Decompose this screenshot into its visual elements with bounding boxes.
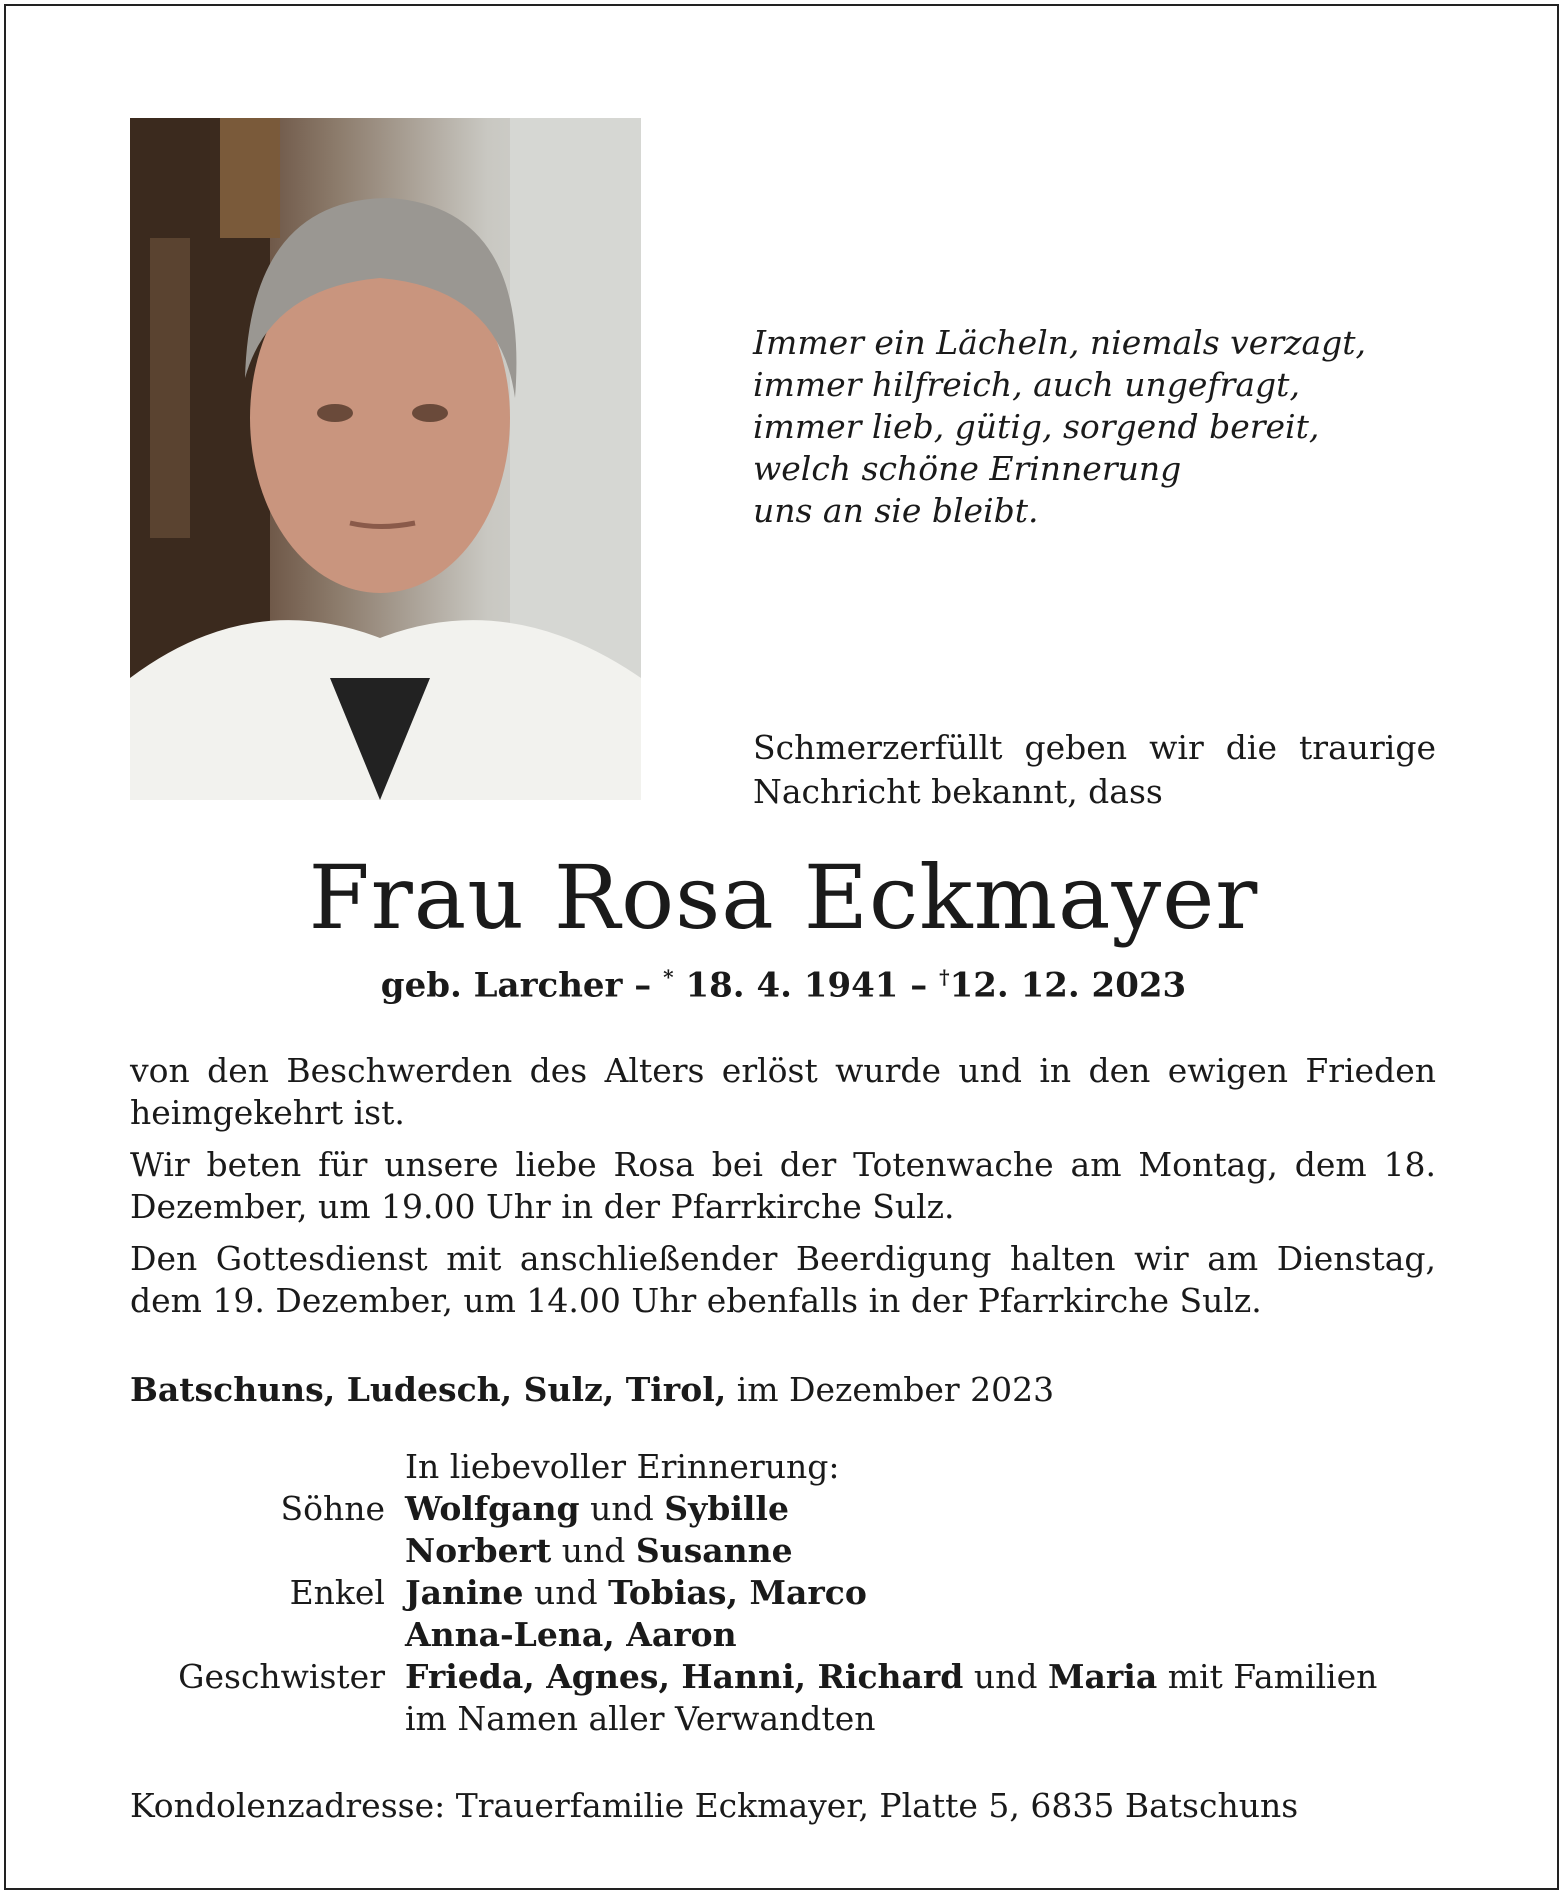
memorial-poem (753, 322, 1393, 532)
family-suffix: mit Familien (1157, 1657, 1378, 1696)
family-member: Frieda, Agnes, Hanni, Richard (405, 1657, 964, 1696)
portrait-photo (130, 118, 641, 800)
poem-line: immer lieb, gütig, sorgend bereit, (753, 407, 1320, 446)
life-dates (0, 965, 1567, 1005)
family-row-verwandte (130, 1698, 1440, 1740)
conjunction: und (523, 1573, 609, 1612)
family-member: Susanne (635, 1531, 793, 1570)
poem-line: welch schöne Erinnerung (753, 449, 1182, 488)
family-member: Maria (1048, 1657, 1158, 1696)
family-heading-row (130, 1446, 1440, 1488)
relatives-line: im Namen aller Verwandten (405, 1699, 876, 1738)
place-date-line (130, 1370, 1054, 1409)
conjunction: und (579, 1489, 665, 1528)
family-row-enkel (130, 1572, 1440, 1614)
family-member: Sybille (664, 1489, 789, 1528)
family-member: Norbert (405, 1531, 552, 1570)
conjunction: und (963, 1657, 1048, 1696)
condolence-address: Kondolenzadresse: Trauerfamilie Eckmayer, Platte 5, 6835 Batschuns (130, 1786, 1299, 1825)
paragraph-funeral: Den Gottesdienst mit anschließender Beerdigung halten wir am Dienstag, dem 19. Dezember, um 14.00 Uhr ebenfalls in der Pfarrkirche Sulz. (130, 1239, 1436, 1320)
poem-line: immer hilfreich, auch ungefragt, (753, 365, 1300, 404)
label-geschwister: Geschwister (178, 1657, 385, 1696)
places: Batschuns, Ludesch, Sulz, Tirol, (130, 1370, 727, 1409)
family-row-geschwister (130, 1656, 1440, 1698)
conjunction: und (551, 1531, 636, 1570)
paragraph-wake: Wir beten für unsere liebe Rosa bei der Totenwache am Montag, dem 18. Dezember, um 19.00 Uhr in der Pfarrkirche Sulz. (130, 1145, 1436, 1226)
poem-line: uns an sie bleibt. (753, 491, 1039, 530)
paragraph-release: von den Beschwerden des Alters erlöst wurde und in den ewigen Frieden heimgekehrt ist. (130, 1051, 1436, 1132)
family-list (130, 1446, 1440, 1740)
family-member: Wolfgang (405, 1489, 580, 1528)
family-row-enkel-2 (130, 1614, 1440, 1656)
label-soehne: Söhne (280, 1489, 385, 1528)
birth-name: geb. Larcher (380, 965, 623, 1006)
separator: – (898, 965, 940, 1006)
birth-symbol: * (663, 965, 674, 989)
family-row-soehne-2 (130, 1530, 1440, 1572)
family-member: Janine (405, 1573, 524, 1612)
death-symbol: † (939, 965, 950, 989)
death-date: 12. 12. 2023 (949, 965, 1187, 1006)
label-enkel: Enkel (289, 1573, 385, 1612)
family-heading: In liebevoller Erinnerung: (405, 1447, 840, 1486)
separator: – (622, 965, 664, 1006)
family-member: Tobias, Marco (608, 1573, 867, 1612)
family-member: Anna-Lena, Aaron (405, 1615, 737, 1654)
family-row-soehne (130, 1488, 1440, 1530)
announcement-intro: Schmerzerfüllt geben wir die traurige Nachricht bekannt, dass (753, 728, 1436, 811)
poem-line: Immer ein Lächeln, niemals verzagt, (753, 323, 1367, 362)
deceased-name: Frau Rosa Eckmayer (308, 846, 1259, 949)
birth-date: 18. 4. 1941 (673, 965, 899, 1006)
month-year: im Dezember 2023 (726, 1370, 1055, 1409)
